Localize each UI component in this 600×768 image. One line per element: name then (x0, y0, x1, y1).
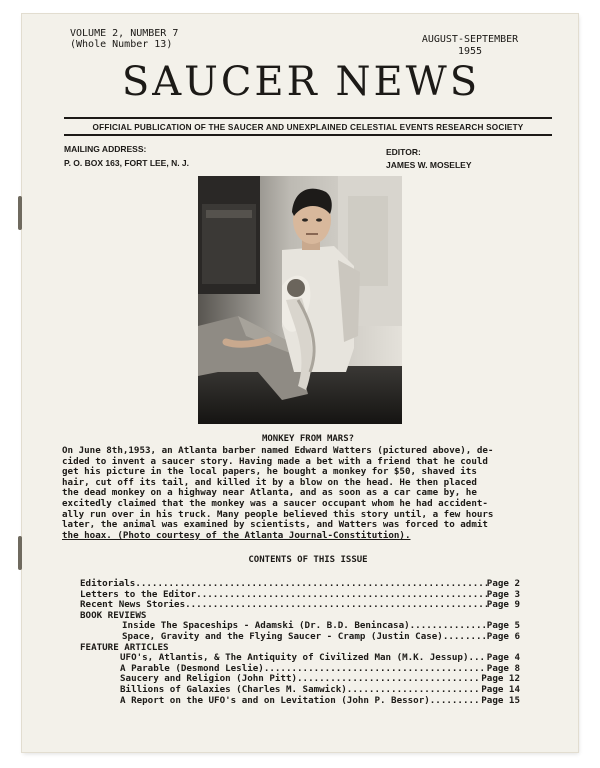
toc-entry (80, 600, 520, 611)
toc-entry-page: Page 6 (486, 630, 520, 642)
table-of-contents (80, 579, 520, 706)
toc-leader-dots (347, 685, 481, 696)
masthead-rule-top (64, 117, 552, 119)
article-line: ally run over in his truck. Many people believed this story until, a few hours (62, 508, 494, 520)
toc-entry-page: Page 4 (486, 652, 520, 664)
article-line: cided to invent a saucer story. Having made a bet with a friend that he could (62, 455, 488, 467)
article-line: excitedly claimed that the monkey was a saucer occupant whom he had accident- (62, 497, 488, 509)
issue-date (408, 34, 532, 58)
toc-leader-dots (443, 632, 487, 643)
toc-entry-title: Space, Gravity and the Flying Saucer - Cramp (Justin Case) (122, 630, 443, 642)
masthead-rule-bottom (64, 134, 552, 136)
toc-entry (80, 579, 520, 590)
toc-entry-page: Page 5 (486, 620, 520, 632)
editor-value: JAMES W. MOSELEY (386, 160, 472, 170)
toc-entry-title: Letters to the Editor (80, 588, 197, 600)
toc-entry-page: Page 15 (481, 694, 520, 706)
toc-leader-dots (185, 600, 487, 611)
editor-label: EDITOR: (386, 147, 421, 157)
toc-leader-dots (196, 590, 487, 601)
toc-entry-page: Page 14 (481, 683, 520, 695)
article-line: On June 8th,1953, an Atlanta barber named Edward Watters (pictured above), de- (62, 445, 494, 456)
article-line: the dead monkey on a highway near Atlanta, and as soon as a car came by, he (62, 487, 477, 499)
staple-top (18, 196, 22, 230)
toc-entry-page: Page 8 (486, 662, 520, 674)
toc-entry-title: Billions of Galaxies (Charles M. Samwick) (120, 683, 347, 695)
toc-entry (80, 696, 520, 707)
toc-leader-dots (468, 653, 486, 664)
masthead-title: SAUCER NEWS (121, 59, 481, 105)
toc-entry-title: Recent News Stories (80, 599, 186, 611)
toc-entry-title: Inside The Spaceships - Adamski (Dr. B.D. Benincasa) (122, 620, 410, 632)
photo-man-with-monkey (198, 176, 402, 424)
official-publication-line: OFFICIAL PUBLICATION OF THE SAUCER AND UNEXPLAINED CELESTIAL EVENTS RESEARCH SOCIETY (92, 123, 524, 132)
toc-entry-title: Saucery and Religion (John Pitt) (120, 673, 298, 685)
photo-caption-title: MONKEY FROM MARS? (261, 434, 355, 444)
article-line: get his picture in the local papers, he bought a monkey for $50, shaved its (62, 466, 477, 478)
article-line: hair, cut off its tail, and killed it by a blow on the head. He then placed (62, 476, 477, 488)
mailing-address-label: MAILING ADDRESS: (64, 144, 147, 154)
issue-months: AUGUST-SEPTEMBER (421, 34, 519, 45)
toc-entry-title: A Parable (Desmond Leslie) (120, 662, 264, 674)
volume-info (70, 28, 178, 50)
toc-entry-page: Page 12 (481, 673, 520, 685)
toc-entry-title: BOOK REVIEWS (80, 609, 147, 621)
issue-year: 1955 (457, 46, 483, 57)
toc-entry-page: Page 2 (486, 578, 520, 589)
staple-bottom (18, 536, 22, 570)
toc-entry-title: Editorials (80, 578, 136, 589)
photo-illustration (198, 176, 402, 424)
mailing-address-value: P. O. BOX 163, FORT LEE, N. J. (64, 158, 190, 168)
toc-entry (80, 685, 520, 696)
article-text (62, 446, 558, 541)
toc-leader-dots (264, 664, 487, 675)
article-line: later, the animal was examined by scientists, and Watters was forced to admit (62, 519, 488, 531)
toc-entry-page: Page 3 (486, 588, 520, 600)
toc-leader-dots (430, 696, 482, 707)
whole-number: (Whole Number 13) (70, 39, 173, 50)
toc-entry-page: Page 9 (486, 599, 520, 611)
volume-number: VOLUME 2, NUMBER 7 (70, 28, 179, 39)
toc-leader-dots (135, 579, 486, 590)
article-line: the hoax. (Photo courtesy of the Atlanta Journal-Constitution). (62, 529, 411, 541)
toc-entry (80, 632, 520, 643)
contents-title: CONTENTS OF THIS ISSUE (248, 555, 368, 565)
toc-entry-title: A Report on the UFO's and on Levitation (John P. Bessor) (120, 694, 430, 706)
toc-entry-title: UFO's, Atlantis, & The Antiquity of Civilized Man (M.K. Jessup) (120, 652, 469, 664)
toc-entry-title: FEATURE ARTICLES (80, 641, 169, 653)
